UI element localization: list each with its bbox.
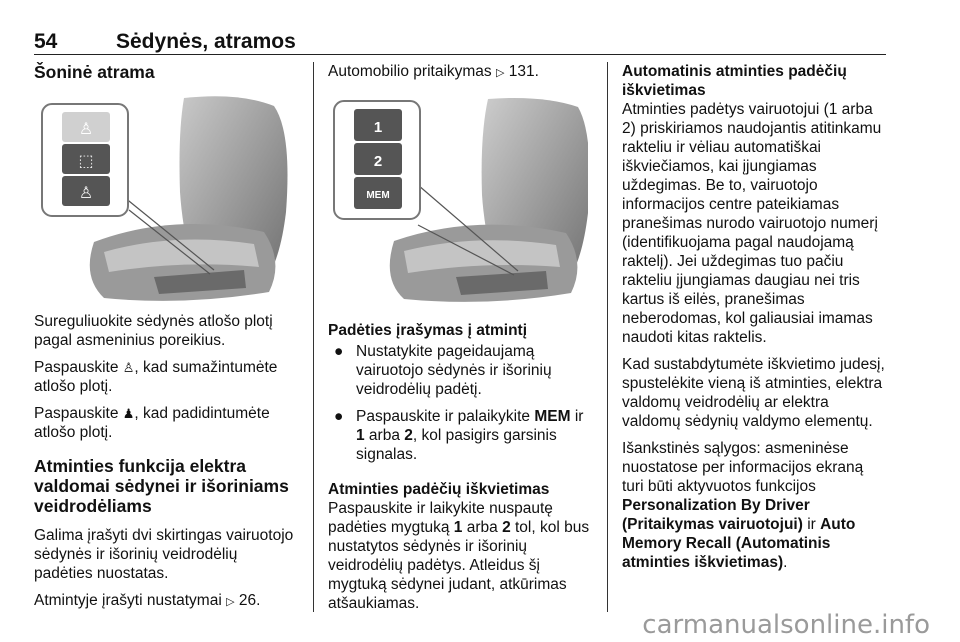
- paragraph: Sureguliuokite sėdynės atlošo plotį pagal asmeninius poreikius.: [34, 313, 273, 349]
- memory-button-2: 2: [373, 153, 383, 170]
- heading-save-position: Padėties įrašymas į atmintį: [328, 322, 528, 339]
- page-number: 54: [34, 30, 58, 53]
- paragraph: Paspauskite ir laikykite nuspautę padėties mygtuką 1 arba 2 tol, kol bus nustatytos sėdynės ir išorinių veidrodėlių padėtys. Atleidus šį mygtuką sėdynei judant, atkūrimas atšaukiamas.: [328, 500, 590, 612]
- heading-recall-position: Atminties padėčių iškvietimas: [328, 481, 550, 498]
- paragraph: Automobilio pritaikymas ▷ 131.: [328, 63, 539, 80]
- memory-button-1: 1: [373, 119, 383, 136]
- bullet-icon: ●: [334, 408, 344, 425]
- lumbar-narrow-icon: ♙: [122, 360, 135, 375]
- bullet-icon: ●: [334, 343, 344, 360]
- triangle-right-icon: ▷: [496, 67, 505, 79]
- seat-memory-illustration: [328, 95, 588, 307]
- column-divider: [313, 62, 314, 612]
- paragraph: Kad sustabdytumėte iškvietimo judesį, spustelėkite vieną iš atminties, elektra valdomų veidrodėlių ar elektra valdomų sėdynių valdymo elementų.: [622, 356, 885, 430]
- paragraph: Galima įrašyti dvi skirtingas vairuotojo sėdynės ir išorinių veidrodėlių padėties nuostatas.: [34, 527, 294, 582]
- paragraph: Atmintyje įrašyti nustatymai ▷ 26.: [34, 592, 261, 609]
- list-item: ● Nustatykite pageidaujamą vairuotojo sėdynės ir išorinių veidrodėlių padėtį.: [328, 342, 596, 399]
- list-item: ● Paspauskite ir palaikykite MEM ir 1 arba 2, kol pasigirs garsinis signalas.: [328, 407, 596, 464]
- column-3: [622, 62, 888, 572]
- memory-button-mem: MEM: [366, 190, 390, 201]
- svg-text:⬚: ⬚: [78, 151, 94, 170]
- paragraph: Paspauskite ♟, kad padidintumėte atlošo plotį.: [34, 405, 270, 441]
- svg-text:♙: ♙: [78, 183, 94, 202]
- column-divider: [607, 62, 608, 612]
- column-1: [34, 62, 300, 612]
- paragraph: Paspauskite ♙, kad sumažintumėte atlošo plotį.: [34, 359, 278, 395]
- triangle-right-icon: ▷: [226, 596, 235, 608]
- paragraph: Išankstinės sąlygos: asmeninėse nuostatose per informacijos ekraną turi būti aktyvuotos funkcijos Personalization By Driver (Pritaikymas vairuotojui) ir Auto Memory Recall (Automatinis atminties iškvietimas).: [622, 440, 864, 571]
- heading-side-bolster: Šoninė atrama: [34, 62, 155, 82]
- lumbar-widen-icon: ♟: [122, 406, 135, 421]
- heading-memory-function: Atminties funkcija elektra valdomai sėdynei ir išoriniams veidrodėliams: [34, 456, 289, 516]
- paragraph: Atminties padėtys vairuotojui (1 arba 2) priskiriamos naudojantis atitinkamu rakteliu ir vėliau automatiškai iškviečiamos, kai įjungiamas uždegimas. Be to, vairuotojo informacijos centre pateikiamas pranešimas nurodo vairuotojo numerį (identifikuojama pagal naudojamą raktelį). Jei uždegimas tuo pačiu rakteliu įjungiamas daugiau nei tris kartus iš eilės, pranešimas neberodomas, kol galiausiai imamas naudoti kitas raktelis.: [622, 101, 882, 346]
- seat-illustration: [34, 92, 294, 306]
- heading-auto-recall: Automatinis atminties padėčių iškvietimas: [622, 63, 847, 99]
- seat-bolster-figure: [34, 92, 294, 306]
- column-2: [328, 62, 596, 613]
- watermark: carmanualsonline.info: [642, 610, 930, 640]
- svg-text:♙: ♙: [78, 119, 94, 138]
- header-rule: [34, 54, 886, 55]
- memory-buttons-figure: [328, 95, 588, 307]
- page-header: [34, 30, 886, 54]
- section-title: Sėdynės, atramos: [116, 30, 296, 53]
